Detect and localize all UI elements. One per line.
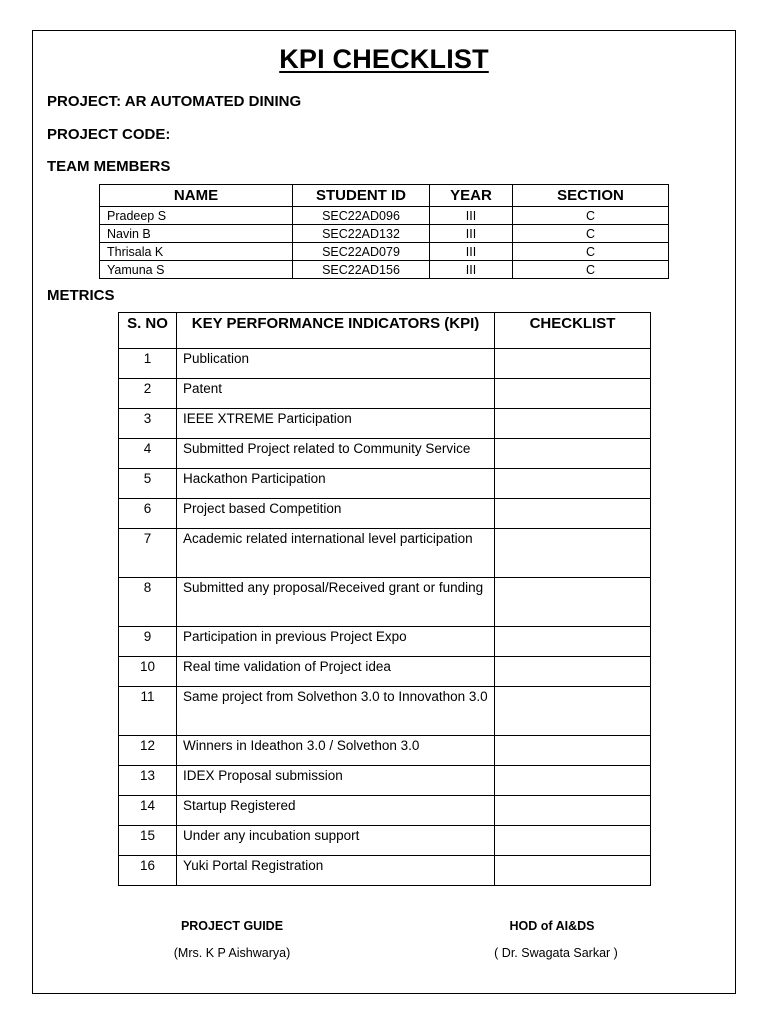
team-col-name-header: NAME <box>100 185 293 207</box>
team-col-id-header: STUDENT ID <box>293 185 430 207</box>
kpi-checklist-cell[interactable] <box>495 529 651 578</box>
kpi-checklist-cell[interactable] <box>495 826 651 856</box>
team-members-table <box>99 184 669 279</box>
member-student-id: SEC22AD079 <box>293 243 430 261</box>
member-year: III <box>430 225 513 243</box>
kpi-indicator: Real time validation of Project idea <box>177 657 495 687</box>
kpi-row <box>119 856 651 886</box>
member-section: C <box>513 225 669 243</box>
kpi-row <box>119 766 651 796</box>
team-table-row <box>100 261 669 279</box>
member-name: Pradeep S <box>100 207 293 225</box>
kpi-checklist-cell[interactable] <box>495 766 651 796</box>
kpi-indicator: Hackathon Participation <box>177 469 495 499</box>
kpi-checklist-cell[interactable] <box>495 439 651 469</box>
team-members-heading: TEAM MEMBERS <box>47 158 171 175</box>
kpi-checklist-cell[interactable] <box>495 578 651 627</box>
kpi-row <box>119 529 651 578</box>
kpi-indicator: Academic related international level participation <box>177 529 495 578</box>
kpi-indicator: Publication <box>177 349 495 379</box>
kpi-row <box>119 657 651 687</box>
kpi-checklist-cell[interactable] <box>495 687 651 736</box>
member-name: Navin B <box>100 225 293 243</box>
kpi-checklist-cell[interactable] <box>495 796 651 826</box>
kpi-serial-number: 11 <box>119 687 177 736</box>
kpi-serial-number: 5 <box>119 469 177 499</box>
kpi-indicator: Same project from Solvethon 3.0 to Innovathon 3.0 <box>177 687 495 736</box>
team-table-header-row <box>100 185 669 207</box>
project-name-line: PROJECT: AR AUTOMATED DINING <box>47 93 302 110</box>
member-name: Yamuna S <box>100 261 293 279</box>
team-col-year-header: YEAR <box>430 185 513 207</box>
document-title: KPI CHECKLIST <box>279 44 489 74</box>
kpi-checklist-cell[interactable] <box>495 499 651 529</box>
metrics-heading: METRICS <box>47 287 115 304</box>
kpi-indicator: Patent <box>177 379 495 409</box>
kpi-row <box>119 349 651 379</box>
kpi-serial-number: 3 <box>119 409 177 439</box>
member-section: C <box>513 261 669 279</box>
kpi-serial-number: 16 <box>119 856 177 886</box>
kpi-serial-number: 2 <box>119 379 177 409</box>
kpi-row <box>119 578 651 627</box>
kpi-serial-number: 10 <box>119 657 177 687</box>
member-section: C <box>513 207 669 225</box>
project-code-line: PROJECT CODE: <box>47 126 171 143</box>
kpi-indicator: Project based Competition <box>177 499 495 529</box>
kpi-serial-number: 1 <box>119 349 177 379</box>
kpi-col-checklist-header: CHECKLIST <box>495 313 651 349</box>
kpi-row <box>119 409 651 439</box>
team-table-row <box>100 225 669 243</box>
kpi-checklist-cell[interactable] <box>495 379 651 409</box>
project-guide-name: (Mrs. K P Aishwarya) <box>173 946 291 960</box>
kpi-serial-number: 6 <box>119 499 177 529</box>
project-guide-title: PROJECT GUIDE <box>180 919 284 933</box>
kpi-checklist-cell[interactable] <box>495 856 651 886</box>
team-table-row <box>100 243 669 261</box>
member-student-id: SEC22AD096 <box>293 207 430 225</box>
hod-title: HOD of AI&DS <box>509 919 595 933</box>
kpi-indicator: Under any incubation support <box>177 826 495 856</box>
kpi-indicator: Yuki Portal Registration <box>177 856 495 886</box>
kpi-row <box>119 826 651 856</box>
kpi-row <box>119 469 651 499</box>
member-name: Thrisala K <box>100 243 293 261</box>
member-section: C <box>513 243 669 261</box>
hod-name: ( Dr. Swagata Sarkar ) <box>494 946 618 960</box>
kpi-serial-number: 13 <box>119 766 177 796</box>
kpi-row <box>119 796 651 826</box>
kpi-serial-number: 4 <box>119 439 177 469</box>
member-year: III <box>430 261 513 279</box>
kpi-checklist-cell[interactable] <box>495 657 651 687</box>
kpi-row <box>119 687 651 736</box>
kpi-indicator: Submitted Project related to Community Service <box>177 439 495 469</box>
kpi-checklist-cell[interactable] <box>495 469 651 499</box>
kpi-table-header-row <box>119 313 651 349</box>
kpi-serial-number: 14 <box>119 796 177 826</box>
kpi-serial-number: 12 <box>119 736 177 766</box>
kpi-indicator: IEEE XTREME Participation <box>177 409 495 439</box>
kpi-indicator: Participation in previous Project Expo <box>177 627 495 657</box>
kpi-serial-number: 15 <box>119 826 177 856</box>
kpi-serial-number: 7 <box>119 529 177 578</box>
kpi-checklist-cell[interactable] <box>495 349 651 379</box>
kpi-row <box>119 379 651 409</box>
kpi-indicator: IDEX Proposal submission <box>177 766 495 796</box>
kpi-indicator: Winners in Ideathon 3.0 / Solvethon 3.0 <box>177 736 495 766</box>
kpi-serial-number: 8 <box>119 578 177 627</box>
kpi-row <box>119 499 651 529</box>
kpi-row <box>119 439 651 469</box>
kpi-col-indicator-header: KEY PERFORMANCE INDICATORS (KPI) <box>177 313 495 349</box>
kpi-row <box>119 736 651 766</box>
member-year: III <box>430 243 513 261</box>
kpi-indicator: Startup Registered <box>177 796 495 826</box>
kpi-checklist-cell[interactable] <box>495 409 651 439</box>
kpi-col-sno-header: S. NO <box>119 313 177 349</box>
kpi-checklist-cell[interactable] <box>495 627 651 657</box>
kpi-checklist-cell[interactable] <box>495 736 651 766</box>
kpi-metrics-table <box>118 312 651 886</box>
kpi-indicator: Submitted any proposal/Received grant or funding <box>177 578 495 627</box>
member-student-id: SEC22AD132 <box>293 225 430 243</box>
kpi-row <box>119 627 651 657</box>
member-year: III <box>430 207 513 225</box>
team-col-section-header: SECTION <box>513 185 669 207</box>
team-table-row <box>100 207 669 225</box>
member-student-id: SEC22AD156 <box>293 261 430 279</box>
kpi-serial-number: 9 <box>119 627 177 657</box>
